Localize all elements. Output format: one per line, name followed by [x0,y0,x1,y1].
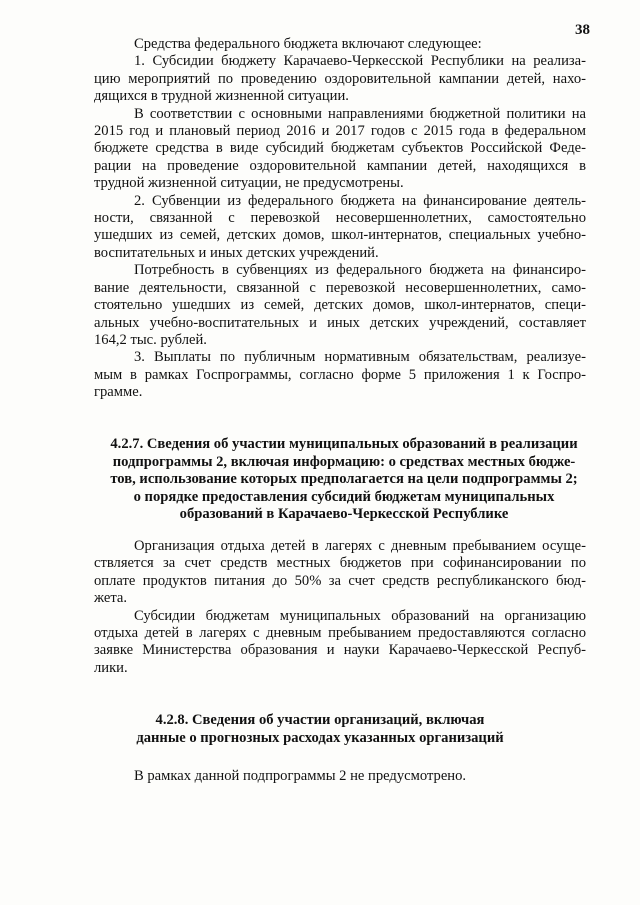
paragraph-line: Потребность в субвенциях из федерального бюджета на финансиро- [134,262,586,279]
paragraph-line: трудной жизненной ситуации, не предусмотрены. [94,175,404,192]
paragraph-line: Средства федерального бюджета включают следующее: [134,36,482,52]
paragraph-line: заявке Министерства образования и науки Карачаево-Черкесской Респуб- [94,642,586,659]
paragraph-line: 2015 год и плановый период 2016 и 2017 годов с 2015 года в федеральном [94,123,586,140]
paragraph-line: 2. Субвенции из федерального бюджета на финансирование деятель- [134,192,586,209]
page-number: 38 [575,22,590,38]
paragraph-line: ности, связанной с перевозкой несовершеннолетних, самостоятельно [94,210,586,227]
paragraph-line: стоятельно ушедших из семей, детских домов, школ-интернатов, специ- [94,297,586,314]
heading-line: 4.2.7. Сведения об участии муниципальных образований в реализации [110,436,578,452]
heading-line: о порядке предоставления субсидий бюджетам муниципальных [133,488,555,505]
paragraph-line: ушедших из семей, детских домов, школ-интернатов, специальных учебно- [94,227,586,244]
paragraph-line: оплате продуктов питания до 50% за счет средств республиканского бюд- [94,572,586,589]
paragraph-line: дящихся в трудной жизненной ситуации. [94,88,349,105]
paragraph-line: Субсидии бюджетам муниципальных образований на организацию [134,607,586,624]
paragraph-line: Организация отдыха детей в лагерях с дневным пребыванием осуще- [134,538,586,554]
heading-line: данные о прогнозных расходах указанных организаций [136,729,504,746]
paragraph-line: альных учебно-воспитательных и иных детских учреждений, составляет [94,314,586,331]
section-heading-4-2-7 [94,436,594,524]
paragraph-line: бюджете средства в виде субсидий бюджетам субъектов Российской Феде- [94,140,586,157]
paragraph-line: воспитательных и иных детских учреждений. [94,244,379,261]
paragraph-line: жета. [94,590,128,607]
paragraph-line: 3. Выплаты по публичным нормативным обязательствам, реализуе- [134,349,586,366]
section-heading-4-2-8 [70,712,570,747]
paragraph-line: лики. [94,659,128,676]
heading-line: тов, использование которых предполагается на цели подпрограммы 2; [110,471,578,488]
organizations-participation-section [94,768,586,785]
paragraph-line: 164,2 тыс. рублей. [94,331,207,348]
funding-sources-section [94,36,586,402]
paragraph-line: цию мероприятий по проведению оздоровительной кампании детей, нахо- [94,70,586,87]
paragraph-line: 1. Субсидии бюджету Карачаево-Черкесской Республики на реализа- [134,53,586,70]
heading-line: образований в Карачаево-Черкесской Республике [179,506,509,523]
paragraph-line: В соответствии с основными направлениями бюджетной политики на [134,105,586,122]
paragraph-line: грамме. [94,384,143,401]
municipal-participation-section [94,538,586,677]
heading-line: 4.2.8. Сведения об участии организаций, включая [155,712,485,728]
paragraph-line: рации на проведение оздоровительной кампании детей, находящихся в [94,157,586,174]
heading-line: подпрограммы 2, включая информацию: о средствах местных бюдже- [112,453,576,470]
paragraph-line: вание деятельности, связанной с перевозкой несовершеннолетних, само- [94,279,586,296]
paragraph-line: В рамках данной подпрограммы 2 не предусмотрено. [134,768,467,784]
paragraph-line: отдыха детей в лагерях с дневным пребыванием предоставляются согласно [94,625,586,642]
paragraph-line: мым в рамках Госпрограммы, согласно форме 5 приложения 1 к Госпро- [94,366,586,383]
paragraph-line: ствляется за счет средств местных бюджетов при софинансировании по [94,555,586,572]
